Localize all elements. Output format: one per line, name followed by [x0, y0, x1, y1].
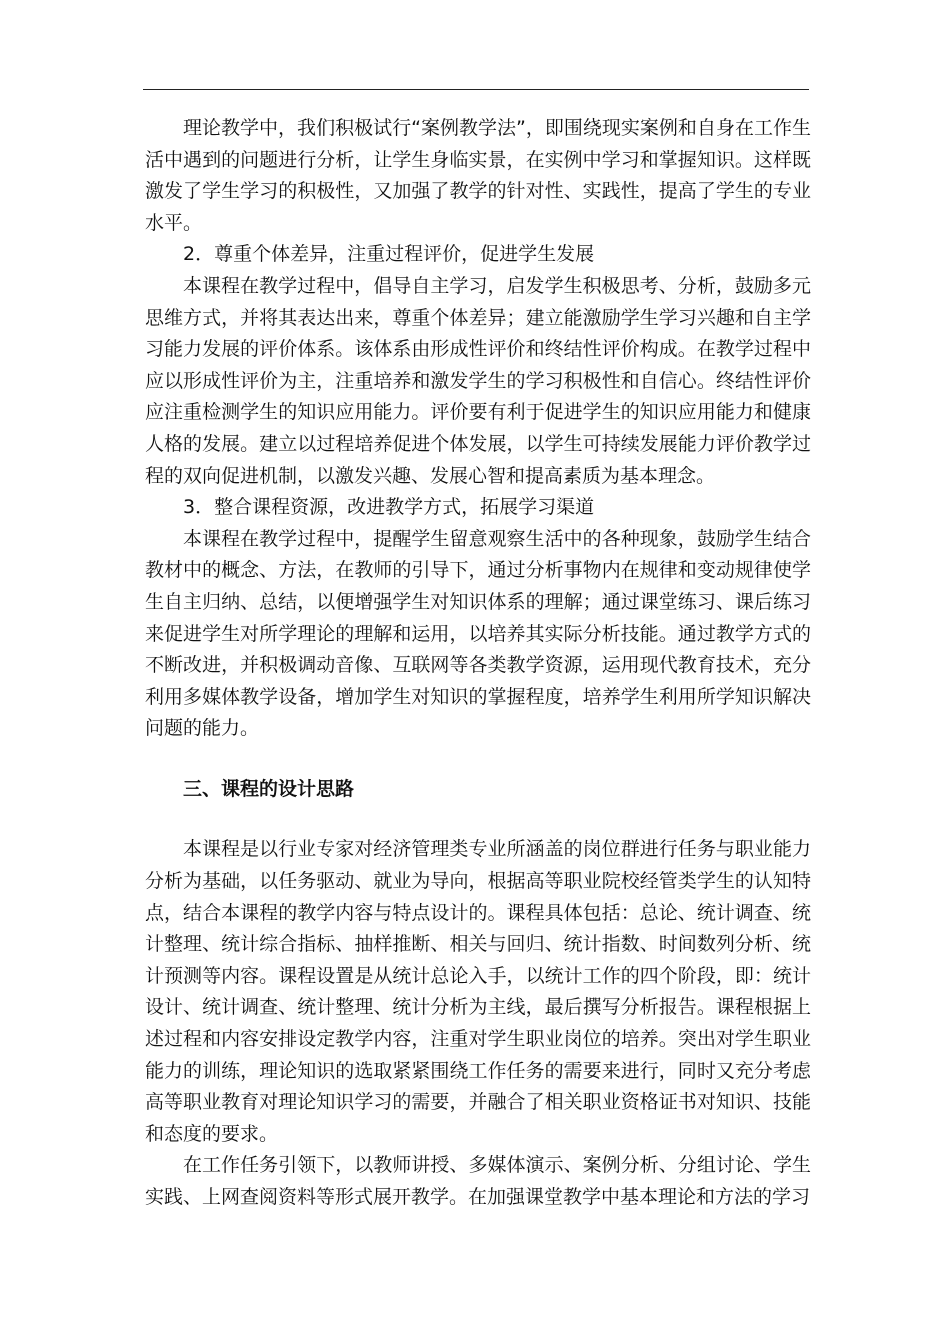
document-body: [145, 113, 811, 1214]
spacer: [145, 805, 811, 834]
subheading-respect-differences: 2．尊重个体差异，注重过程评价，促进学生发展: [183, 243, 595, 266]
header-rule: [143, 89, 809, 90]
paragraph-evaluation: 本课程在教学过程中，倡导自主学习，启发学生积极思考、分析，鼓励多元思维方式，并将其表达出来，尊重个体差异；建立能激励学生学习兴趣和自主学习能力发展的评价体系。该体系由形成性评价和终结性评价构成。在教学过程中应以形成性评价为主，注重培养和激发学生的学习积极性和自信心。终结性评价应注重检测学生的知识应用能力。评价要有利于促进学生的知识应用能力和健康人格的发展。建立以过程培养促进个体发展，以学生可持续发展能力评价教学过程的双向促进机制，以激发兴趣、发展心智和提高素质为基本理念。: [145, 274, 811, 487]
spacer: [145, 745, 811, 774]
section-heading: 三、课程的设计思路: [183, 777, 355, 800]
paragraph-resources: 本课程在教学过程中，提醒学生留意观察生活中的各种现象，鼓励学生结合教材中的概念、方法，在教师的引导下，通过分析事物内在规律和变动规律使学生自主归纳、总结，以便增强学生对知识体系的理解；通过课堂练习、课后练习来促进学生对所学理论的理解和运用，以培养其实际分析技能。通过教学方式的不断改进，并积极调动音像、互联网等各类教学资源，运用现代教育技术，充分利用多媒体教学设备，增加学生对知识的掌握程度，培养学生利用所学知识解决问题的能力。: [145, 527, 811, 740]
paragraph-teaching-forms: 在工作任务引领下，以教师讲授、多媒体演示、案例分析、分组讨论、学生实践、上网查阅资料等形式展开教学。在加强课堂教学中基本理论和方法的学习: [145, 1154, 811, 1208]
subheading-integrate-resources: 3．整合课程资源，改进教学方式，拓展学习渠道: [183, 496, 595, 519]
paragraph-case-teaching: 理论教学中，我们积极试行“案例教学法”，即围绕现实案例和自身在工作生活中遇到的问题进行分析，让学生身临实景，在实例中学习和掌握知识。这样既激发了学生学习的积极性，又加强了教学的针对性、实践性，提高了学生的专业水平。: [145, 117, 811, 234]
paragraph-design-idea: 本课程是以行业专家对经济管理类专业所涵盖的岗位群进行任务与职业能力分析为基础，以任务驱动、就业为导向，根据高等职业院校经管类学生的认知特点，结合本课程的教学内容与特点设计的。课程具体包括：总论、统计调查、统计整理、统计综合指标、抽样推断、相关与回归、统计指数、时间数列分析、统计预测等内容。课程设置是从统计总论入手，以统计工作的四个阶段，即：统计设计、统计调查、统计整理、统计分析为主线，最后撰写分析报告。课程根据上述过程和内容安排设定教学内容，注重对学生职业岗位的培养。突出对学生职业能力的训练，理论知识的选取紧紧围绕工作任务的需要来进行，同时又充分考虑高等职业教育对理论知识学习的需要，并融合了相关职业资格证书对知识、技能和态度的要求。: [145, 838, 811, 1145]
